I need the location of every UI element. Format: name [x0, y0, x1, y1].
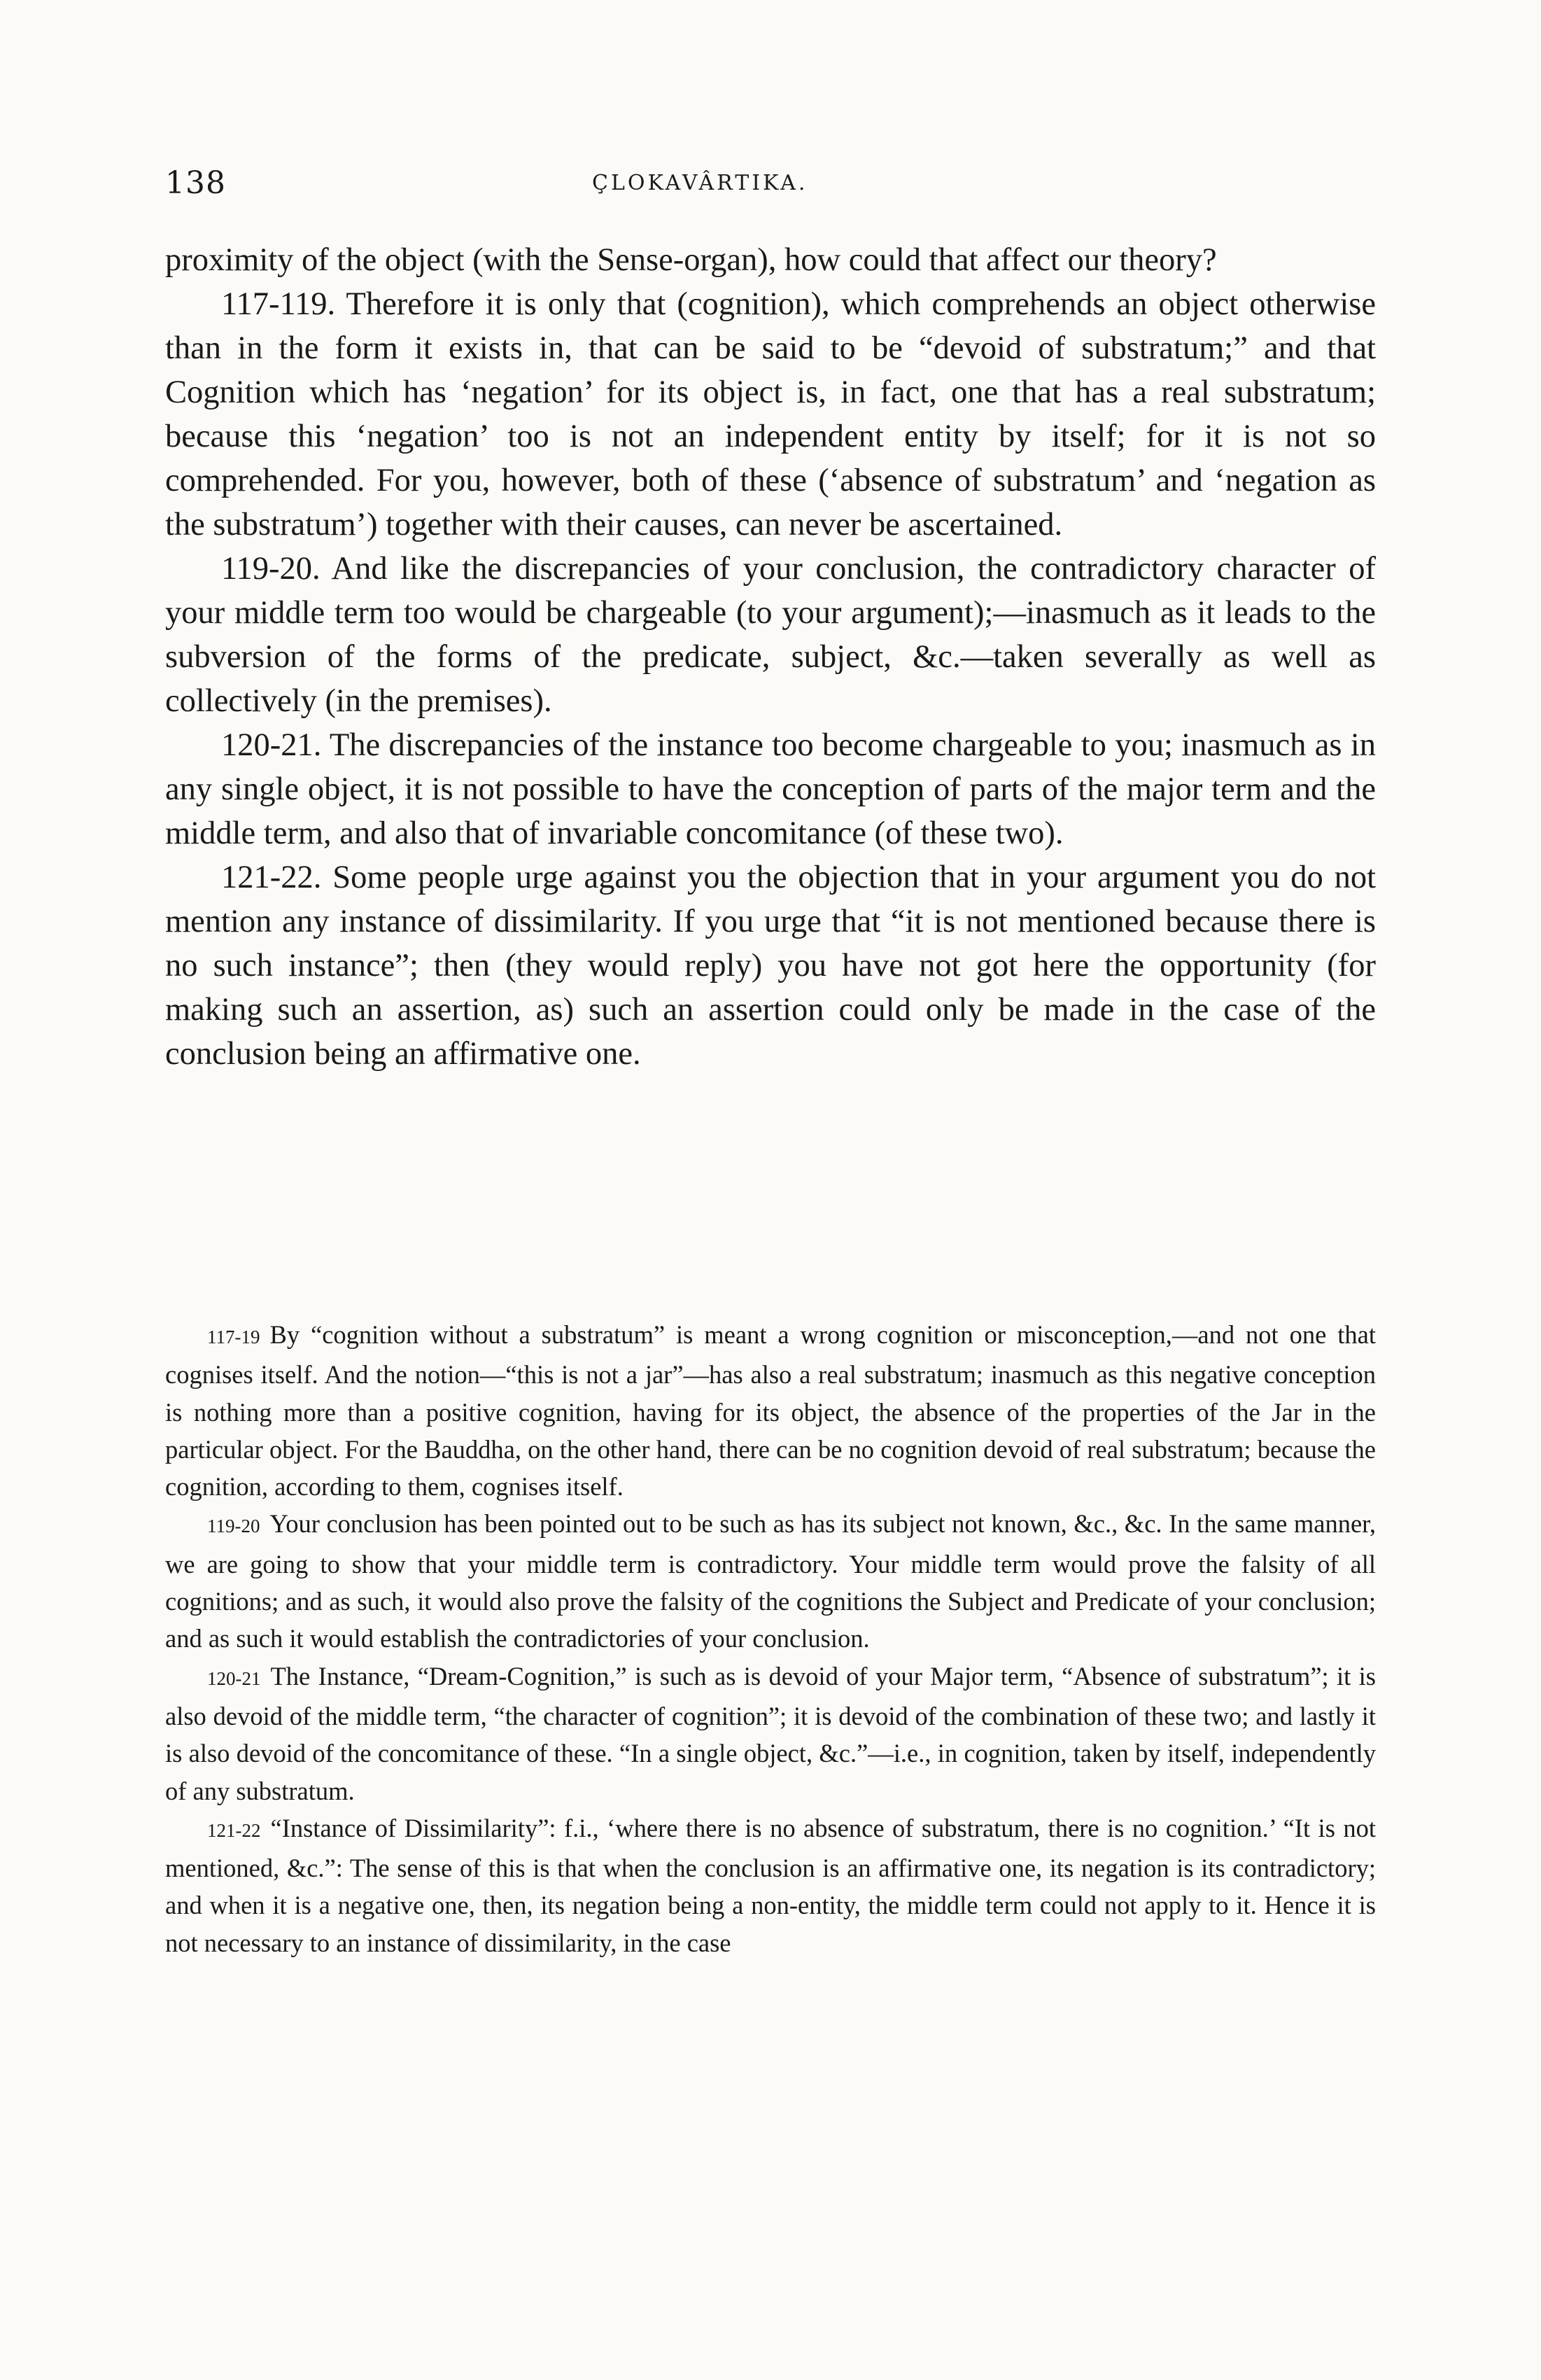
running-title: ÇLOKAVÂRTIKA.	[592, 171, 808, 195]
paragraph-verse-119-20: 119-20. And like the discrepancies of your conclusion, the contradictory character of your middle term too would be chargeable (to your argument);—inasmuch as it leads to the subversion of the forms of the predicate, subject, &c.—taken severally as well as collectively (in the premises).	[165, 551, 1376, 719]
footnote	[165, 1809, 1376, 1961]
footnote	[165, 1505, 1376, 1657]
footnote-text: The Instance, “Dream-Cognition,” is such as is devoid of your Major term, “Absence of substratum”; it is also devoid of the middle term, “the character of cognition”; it is devoid of the combination of these two; and lastly it is also devoid of the concomitance of these. “In a single object, &c.”—i.e., in cognition, taken by itself, independently of any substratum.	[165, 1661, 1376, 1805]
page-number: 138	[165, 165, 226, 201]
footnote-ref: 120-21	[207, 1667, 261, 1689]
page-header	[165, 165, 1376, 207]
paragraph-continuation: proximity of the object (with the Sense-organ), how could that affect our theory?	[165, 242, 1217, 278]
footnotes	[165, 1316, 1376, 1961]
footnote	[165, 1316, 1376, 1505]
footnote	[165, 1658, 1376, 1809]
paragraph-verse-117-119: 117-119. Therefore it is only that (cognition), which comprehends an object otherwise than in the form it exists in, that can be said to be “devoid of substratum;” and that Cognition which has ‘negation’ for its object is, in fact, one that has a real substratum; because this ‘negation’ too is not an independent entity by itself; for it is not so comprehended. For you, however, both of these (‘absence of substratum’ and ‘negation as the substratum’) together with their causes, can never be ascertained.	[165, 286, 1376, 542]
footnote-text: By “cognition without a substratum” is meant a wrong cognition or misconception,—and not one that cognises itself. And the notion—“this is not a jar”—has also a real substratum; inasmuch as this negative conception is nothing more than a positive cognition, having for its object, the absence of the properties of the Jar in the particular object. For the Bauddha, on the other hand, there can be no cognition devoid of real substratum; because the cognition, according to them, cognises itself.	[165, 1320, 1376, 1502]
footnote-ref: 117-19	[207, 1326, 260, 1348]
footnote-ref: 121-22	[207, 1819, 261, 1841]
paragraph-verse-121-22: 121-22. Some people urge against you the objection that in your argument you do not mention any instance of dissimilarity. If you urge that “it is not mentioned because there is no such instance”; then (they would reply) you have not got here the opportunity (for making such an assertion, as) such an assertion could only be made in the case of the conclusion being an affirmative one.	[165, 860, 1376, 1072]
footnote-text: Your conclusion has been pointed out to be such as has its subject not known, &c., &c. In the same manner, we are going to show that your middle term is contradictory. Your middle term would prove the falsity of all cognitions; and as such, it would also prove the falsity of the cognitions the Subject and Predicate of your conclusion; and as such it would establish the contradictories of your conclusion.	[165, 1509, 1376, 1653]
main-text	[165, 238, 1376, 1076]
paragraph-verse-120-21: 120-21. The discrepancies of the instance too become chargeable to you; inasmuch as in any single object, it is not possible to have the conception of parts of the major term and the middle term, and also that of invariable concomitance (of these two).	[165, 727, 1376, 851]
footnote-text: “Instance of Dissimilarity”: f.i., ‘where there is no absence of substratum, there is no cognition.’ “It is not mentioned, &c.”: The sense of this is that when the conclusion is an affirmative one, its negation is its contradictory; and when it is a negative one, then, its negation being a non-entity, the middle term could not apply to it. Hence it is not necessary to an instance of dissimilarity, in the case	[165, 1813, 1376, 1957]
footnote-ref: 119-20	[207, 1516, 260, 1537]
